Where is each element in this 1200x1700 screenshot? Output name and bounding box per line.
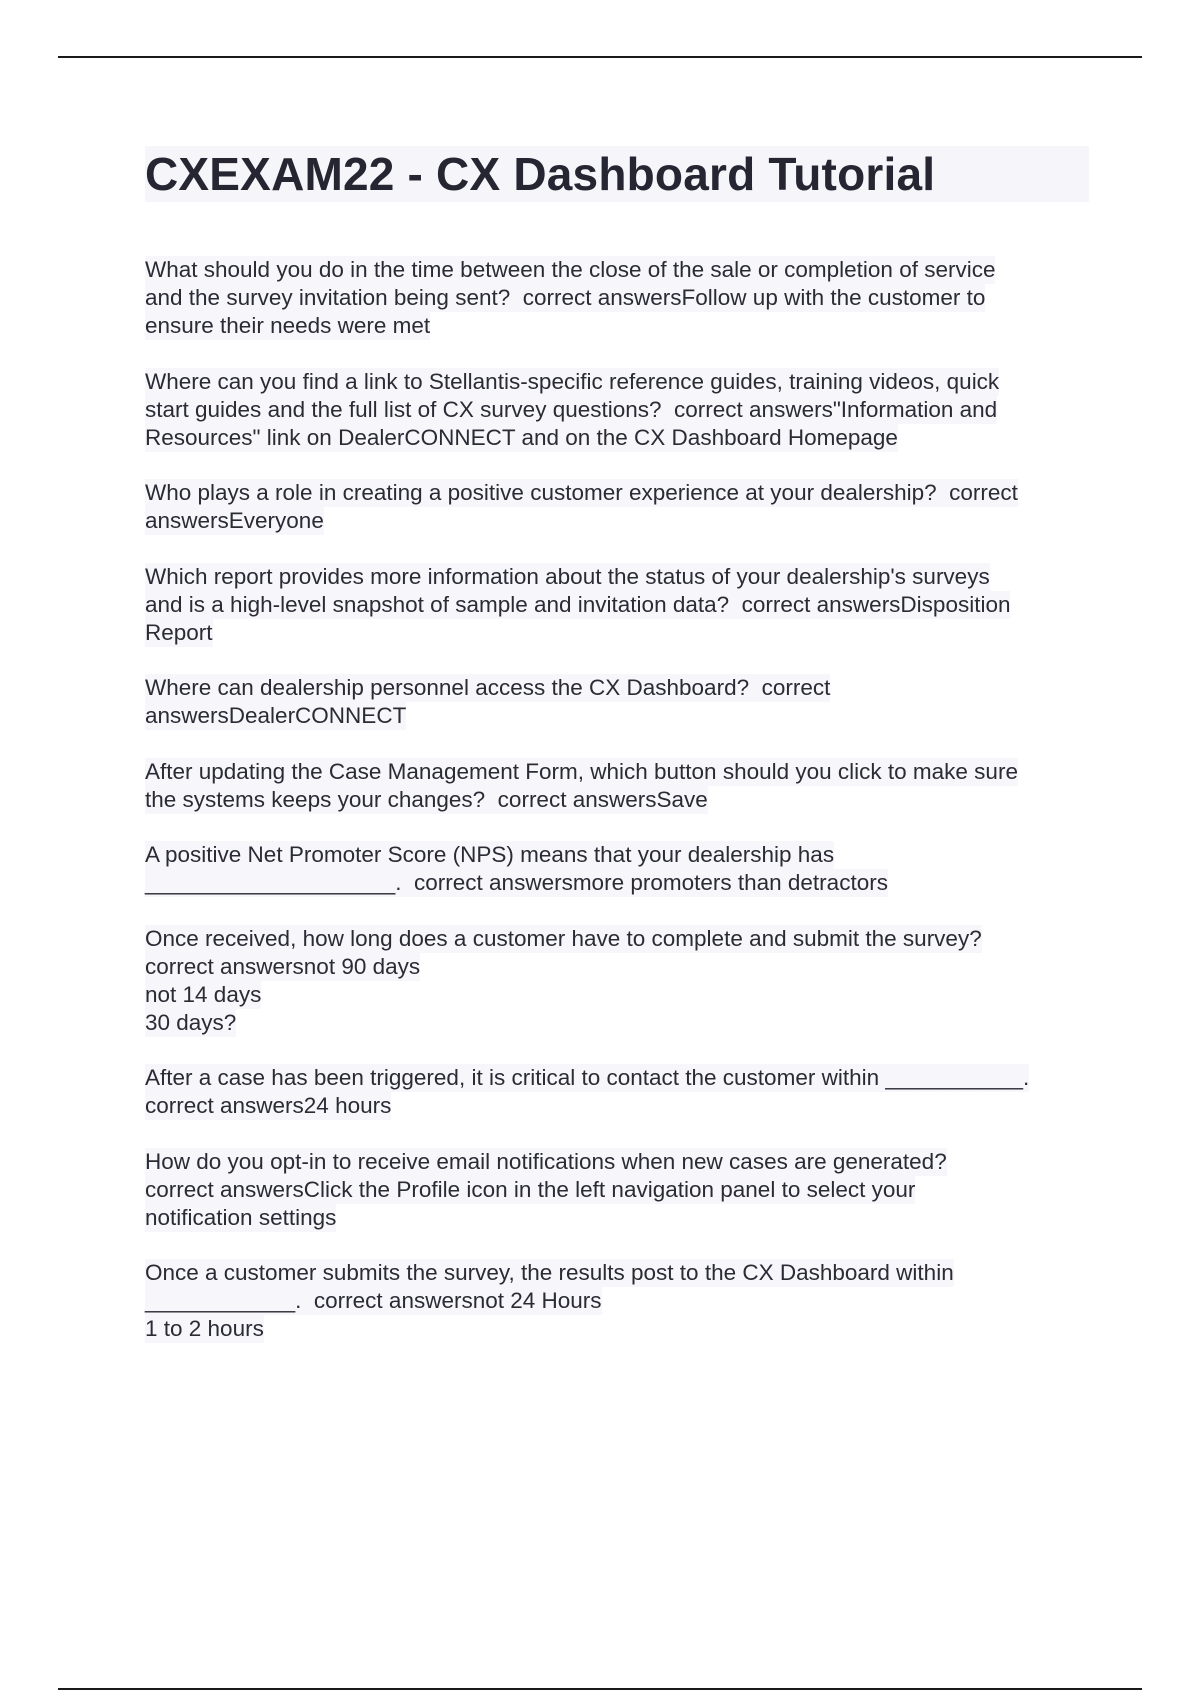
qa-line <box>145 953 1095 981</box>
qa-item <box>145 368 1095 452</box>
qa-item <box>145 1064 1095 1120</box>
qa-line-text: Report <box>145 619 213 645</box>
qa-line <box>145 1204 1095 1232</box>
qa-line-text: not 14 days <box>145 981 262 1007</box>
qa-line-text: After updating the Case Management Form, which button should you click to make sure <box>145 758 1018 784</box>
qa-line <box>145 786 1095 814</box>
qa-line-text: Which report provides more information about the status of your dealership's surveys <box>145 563 990 589</box>
document-title: CXEXAM22 - CX Dashboard Tutorial <box>145 146 1089 202</box>
qa-line-text: start guides and the full list of CX survey questions? correct answers"Information and <box>145 396 998 422</box>
qa-line-text: answersDealerCONNECT <box>145 703 407 728</box>
qa-line-text: and is a high-level snapshot of sample and invitation data? correct answersDisposition <box>145 591 1011 617</box>
qa-item <box>145 563 1095 647</box>
qa-line-text: answersEveryone <box>145 508 324 533</box>
qa-line <box>145 591 1095 619</box>
qa-line-text: Who plays a role in creating a positive customer experience at your dealership? correct <box>145 480 1018 505</box>
qa-line-text: correct answersnot 90 days <box>145 953 421 979</box>
qa-line <box>145 619 1095 647</box>
qa-line <box>145 1315 1095 1343</box>
qa-line-text: correct answers24 hours <box>145 1093 392 1118</box>
qa-line <box>145 312 1095 340</box>
qa-line-text: the systems keeps your changes? correct answersSave <box>145 786 708 812</box>
qa-line-text: ensure their needs were met <box>145 313 431 338</box>
qa-line-text: How do you opt-in to receive email notifications when new cases are generated? <box>145 1148 947 1174</box>
qa-line-text: notification settings <box>145 1204 337 1230</box>
qa-item <box>145 479 1095 535</box>
qa-line <box>145 1009 1095 1037</box>
qa-line <box>145 1148 1095 1176</box>
qa-item <box>145 256 1095 340</box>
qa-line-text: 1 to 2 hours <box>145 1316 264 1341</box>
qa-line <box>145 1092 1095 1120</box>
qa-line <box>145 925 1095 953</box>
qa-line <box>145 674 1095 702</box>
qa-list <box>145 256 1095 1371</box>
qa-line-text: Once received, how long does a customer have to complete and submit the survey? <box>145 925 982 951</box>
qa-line <box>145 256 1095 284</box>
header-rule <box>58 56 1142 58</box>
qa-item <box>145 841 1095 897</box>
qa-line <box>145 869 1095 897</box>
qa-line <box>145 479 1095 507</box>
qa-line <box>145 368 1095 396</box>
qa-item <box>145 674 1095 730</box>
qa-line-text: ____________________. correct answersmore promoters than detractors <box>145 870 888 895</box>
qa-line-text: What should you do in the time between the close of the sale or completion of service <box>145 257 996 282</box>
qa-line-text: After a case has been triggered, it is critical to contact the customer within ___________. <box>145 1065 1030 1090</box>
qa-line-text: ____________. correct answersnot 24 Hours <box>145 1288 602 1313</box>
qa-line <box>145 1287 1095 1315</box>
qa-line <box>145 507 1095 535</box>
qa-line <box>145 1176 1095 1204</box>
qa-line <box>145 396 1095 424</box>
qa-item <box>145 925 1095 1037</box>
qa-line <box>145 563 1095 591</box>
qa-line-text: Once a customer submits the survey, the results post to the CX Dashboard within <box>145 1260 954 1285</box>
footer-rule <box>58 1688 1142 1690</box>
qa-line-text: correct answersClick the Profile icon in the left navigation panel to select your <box>145 1176 916 1202</box>
qa-line-text: 30 days? <box>145 1009 237 1035</box>
qa-line <box>145 284 1095 312</box>
qa-line <box>145 841 1095 869</box>
qa-line-text: Where can dealership personnel access the CX Dashboard? correct <box>145 675 831 700</box>
qa-item <box>145 1148 1095 1232</box>
qa-line <box>145 424 1095 452</box>
qa-line-text: and the survey invitation being sent? correct answersFollow up with the customer to <box>145 285 986 310</box>
qa-line-text: A positive Net Promoter Score (NPS) means that your dealership has <box>145 842 835 867</box>
qa-item <box>145 758 1095 814</box>
qa-line <box>145 1064 1095 1092</box>
qa-line <box>145 758 1095 786</box>
qa-item <box>145 1259 1095 1343</box>
qa-line-text: Where can you find a link to Stellantis-specific reference guides, training videos, quick <box>145 368 1000 394</box>
qa-line <box>145 981 1095 1009</box>
qa-line-text: Resources" link on DealerCONNECT and on the CX Dashboard Homepage <box>145 424 898 450</box>
qa-line <box>145 702 1095 730</box>
qa-line <box>145 1259 1095 1287</box>
